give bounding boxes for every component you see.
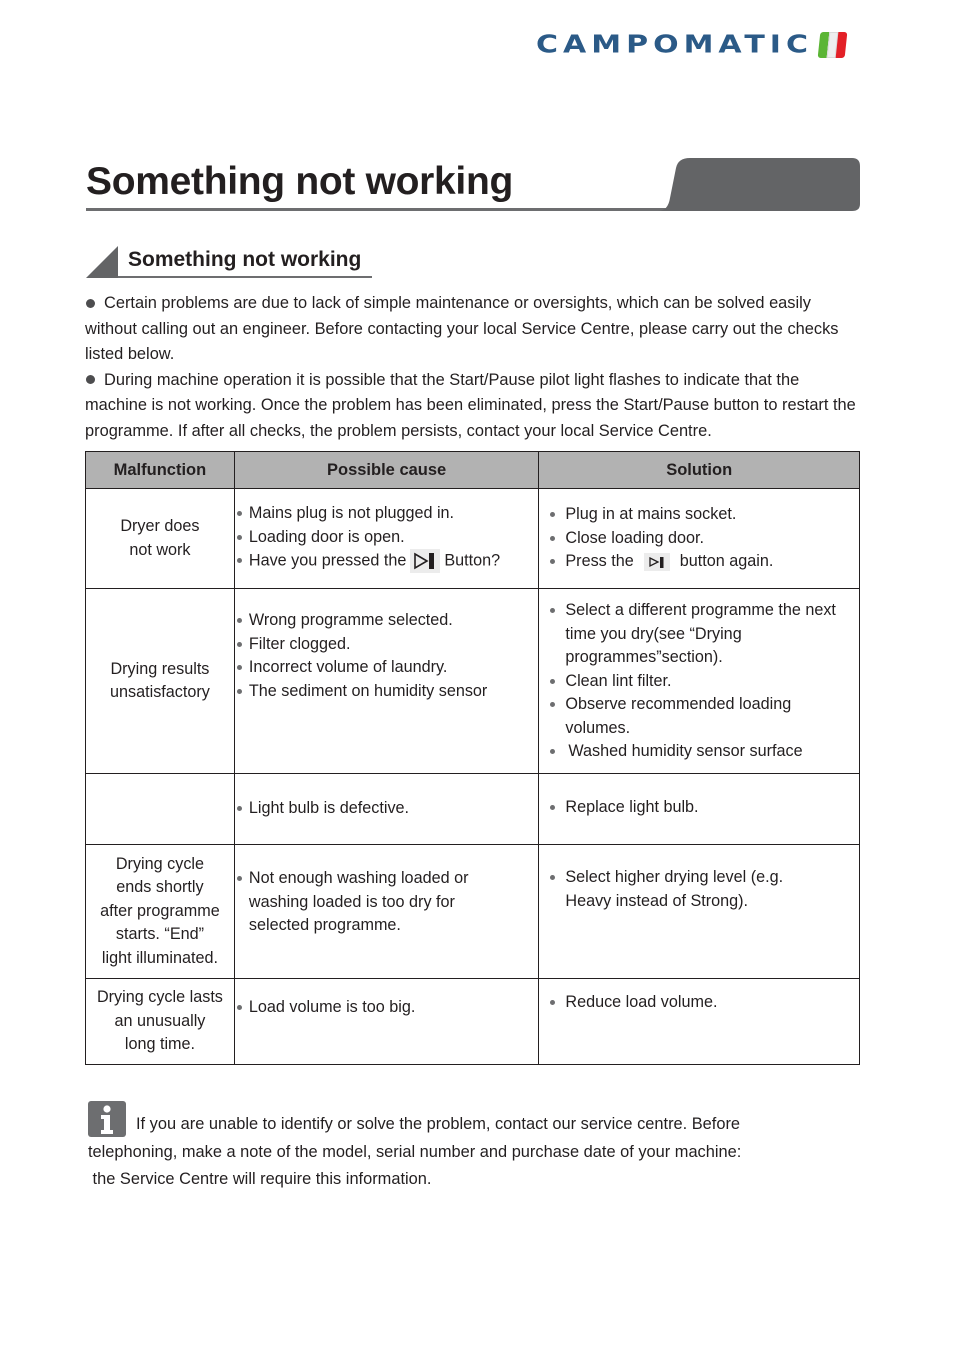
page-title: Something not working bbox=[86, 160, 514, 203]
info-note bbox=[88, 1111, 828, 1194]
solution-item: Plug in at mains socket. bbox=[539, 503, 859, 527]
solution-cell bbox=[539, 589, 860, 774]
malfunction-line: Drying cycle lasts bbox=[96, 988, 223, 1007]
section-title: Something not working bbox=[128, 248, 362, 271]
header-possible-cause: Possible cause bbox=[234, 452, 539, 489]
malfunction-cell bbox=[86, 845, 235, 979]
table-row bbox=[86, 589, 860, 774]
cause-item: Loading door is open. bbox=[235, 526, 539, 550]
solution-item: Replace light bulb. bbox=[539, 796, 859, 820]
malfunction-line: light illuminated. bbox=[101, 948, 218, 967]
malfunction-line: Drying results bbox=[110, 659, 210, 678]
solution-cell bbox=[539, 845, 860, 979]
table-row bbox=[86, 774, 860, 845]
cause-item: Mains plug is not plugged in. bbox=[235, 502, 539, 526]
malfunction-line: Dryer does bbox=[120, 517, 200, 535]
cause-item: Load volume is too big. bbox=[235, 996, 539, 1020]
intro-paragraph bbox=[85, 368, 865, 445]
section-triangle-icon bbox=[86, 246, 118, 278]
bullet-icon bbox=[86, 299, 95, 308]
malfunction-line: unsatisfactory bbox=[110, 683, 210, 701]
title-tab-decoration bbox=[652, 158, 860, 212]
intro-text bbox=[85, 291, 865, 444]
solution-cell bbox=[539, 489, 860, 589]
start-pause-button-icon bbox=[644, 553, 670, 571]
malfunction-line: long time. bbox=[124, 1035, 196, 1054]
cause-cell bbox=[234, 979, 539, 1065]
malfunction-cell bbox=[86, 979, 235, 1065]
section-underline bbox=[118, 276, 372, 278]
solution-item: Reduce load volume. bbox=[539, 991, 859, 1015]
info-note-line: the Service Centre will require this information. bbox=[88, 1170, 432, 1188]
table-row bbox=[86, 845, 860, 979]
malfunction-line: an unusually bbox=[114, 1011, 206, 1030]
solution-item: Washed humidity sensor surface bbox=[539, 740, 859, 764]
solution-item: Observe recommended loading volumes. bbox=[539, 693, 859, 740]
intro-paragraph-text: During machine operation it is possible that the Start/Pause pilot light flashes to indicate that the machine is not working. Once the problem has been eliminated, press the Start/Pause button to restart the programme. If after all checks, the problem persists, contact your local Service Centre. bbox=[85, 370, 856, 440]
cause-item: Incorrect volume of laundry. bbox=[235, 656, 539, 680]
cause-cell bbox=[234, 489, 539, 589]
cause-item: Light bulb is defective. bbox=[235, 797, 539, 821]
info-note-line: telephoning, make a note of the model, serial number and purchase date of your machine: bbox=[88, 1142, 742, 1161]
intro-paragraph-text: Certain problems are due to lack of simple maintenance or oversights, which can be solved easily without calling out an engineer. Before contacting your local Service Centre, please carry out the checks listed below. bbox=[85, 294, 839, 363]
bullet-icon bbox=[86, 375, 95, 384]
solution-text: Press the bbox=[565, 552, 634, 570]
malfunction-cell bbox=[86, 489, 235, 589]
table-header-row bbox=[86, 452, 860, 489]
malfunction-line: not work bbox=[129, 540, 191, 559]
cause-item: The sediment on humidity sensor bbox=[235, 680, 539, 704]
malfunction-line: Drying cycle bbox=[115, 854, 205, 873]
header-malfunction: Malfunction bbox=[86, 452, 235, 489]
start-pause-button-icon bbox=[410, 549, 440, 573]
troubleshooting-table bbox=[85, 451, 860, 1065]
malfunction-line: starts. “End” bbox=[115, 925, 205, 944]
cause-cell bbox=[234, 845, 539, 979]
table-row bbox=[86, 489, 860, 589]
cause-cell bbox=[234, 774, 539, 845]
info-note-line: If you are unable to identify or solve the problem, contact our service centre. Before bbox=[136, 1115, 741, 1133]
cause-item: Filter clogged. bbox=[235, 633, 539, 657]
malfunction-cell bbox=[86, 589, 235, 774]
cause-text: Button? bbox=[444, 551, 501, 570]
cause-item: Wrong programme selected. bbox=[235, 609, 539, 633]
solution-item: Select a different programme the next time you dry(see “Drying programmes”section). bbox=[539, 599, 859, 670]
campomatic-logo bbox=[536, 30, 846, 60]
malfunction-line: ends shortly bbox=[116, 878, 204, 897]
logo-wordmark: CAMPOMATIC bbox=[536, 30, 813, 59]
solution-item: Clean lint filter. bbox=[539, 670, 859, 694]
title-underline bbox=[86, 208, 666, 211]
table-row bbox=[86, 979, 860, 1065]
italian-flag-icon bbox=[818, 32, 848, 58]
solution-cell bbox=[539, 774, 860, 845]
solution-text: button again. bbox=[679, 552, 774, 570]
malfunction-cell bbox=[86, 774, 235, 845]
header-solution: Solution bbox=[539, 452, 860, 489]
solution-item bbox=[539, 550, 859, 574]
cause-text: Have you pressed the bbox=[248, 551, 407, 570]
solution-item: Close loading door. bbox=[539, 527, 859, 551]
malfunction-line: after programme bbox=[100, 901, 220, 920]
cause-item bbox=[235, 549, 539, 573]
solution-cell bbox=[539, 979, 860, 1065]
solution-item: Select higher drying level (e.g. Heavy instead of Strong). bbox=[539, 866, 819, 913]
cause-item: Not enough washing loaded or washing loaded is too dry for selected programme. bbox=[235, 867, 509, 938]
flag-red-stripe bbox=[836, 32, 848, 58]
cause-cell bbox=[234, 589, 539, 774]
intro-paragraph bbox=[85, 291, 865, 368]
